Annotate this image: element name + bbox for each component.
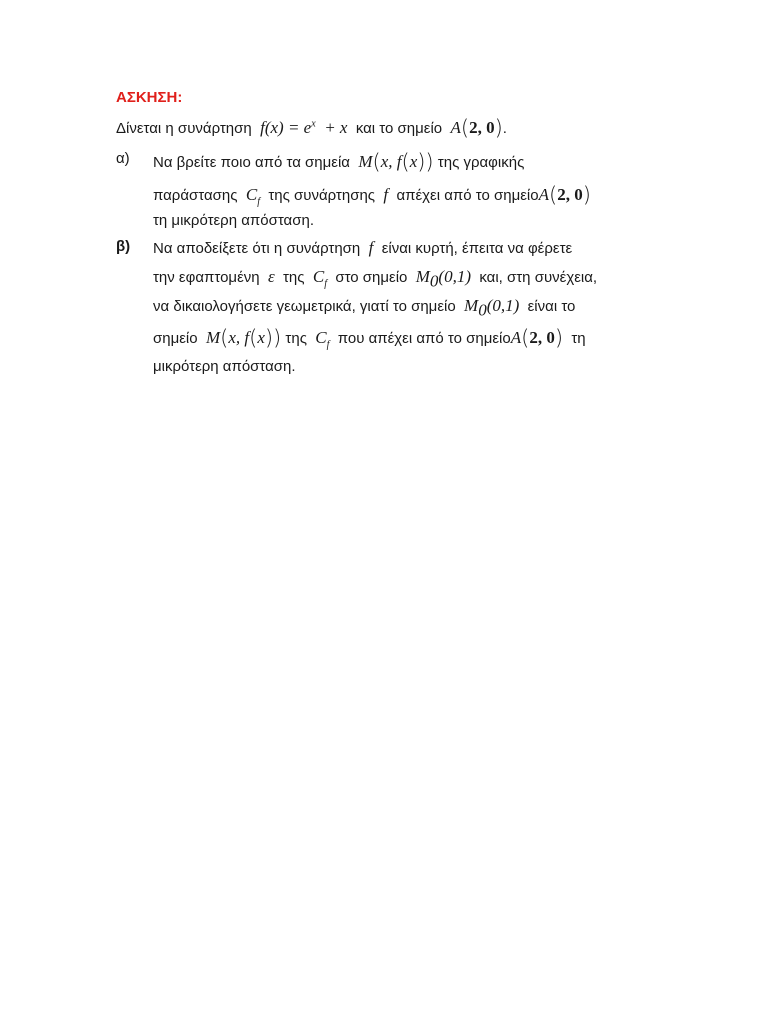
point-a: A(2, 0) xyxy=(510,326,564,350)
point-m: M(x, f(x)) xyxy=(358,150,434,174)
curve-cf: $C_f$ xyxy=(312,267,327,290)
part-a-line-3: τη μικρότερη απόσταση. xyxy=(153,212,315,229)
point-a: A(2, 0) xyxy=(450,116,503,140)
part-a-label: α) xyxy=(116,150,130,167)
point-a: A(2, 0) xyxy=(538,183,591,207)
part-b-line-2: την εφαπτομένη ε της $C_f$ στο σημείο $M_0(0,1)$ και, στη συνέχεια, xyxy=(153,267,598,291)
intro-line: Δίνεται η συνάρτηση $f(x) = e^x + x$ και το σημείο A(2, 0). xyxy=(116,116,507,140)
curve-cf: $C_f$ xyxy=(245,185,260,208)
part-a-line-1: Να βρείτε ποιο από τα σημεία M(x, f(x)) της γραφικής xyxy=(153,150,525,174)
point-m: M(x, f(x)) xyxy=(205,326,282,350)
part-b-line-1: Να αποδείξετε ότι η συνάρτηση f είναι κυρτή, έπειτα να φέρετε xyxy=(153,238,573,257)
exercise-title: ΑΣΚΗΣΗ: xyxy=(116,89,183,106)
part-a-line-2: παράστασης $C_f$ της συνάρτησης f απέχει από το σημείοA(2, 0) xyxy=(153,183,591,208)
intro-text-2: και το σημείο xyxy=(355,120,443,137)
part-b-line-5: μικρότερη απόσταση. xyxy=(153,358,296,375)
part-b-label: β) xyxy=(116,238,131,255)
curve-cf: $C_f$ xyxy=(315,328,330,351)
part-b-line-3: να δικαιολογήσετε γεωμετρικά, γιατί το σημείο $M_0(0,1)$ είναι το xyxy=(153,296,576,320)
part-b-line-4: σημείο M(x, f(x)) της $C_f$ που απέχει από το σημείοA(2, 0) τη xyxy=(153,326,586,351)
point-m0: $M_0(0,1)$ xyxy=(415,267,471,291)
function-definition: $f(x) = e^x + x$ xyxy=(260,118,348,137)
point-m0: $M_0(0,1)$ xyxy=(464,296,520,320)
intro-text: Δίνεται η συνάρτηση xyxy=(116,120,252,137)
